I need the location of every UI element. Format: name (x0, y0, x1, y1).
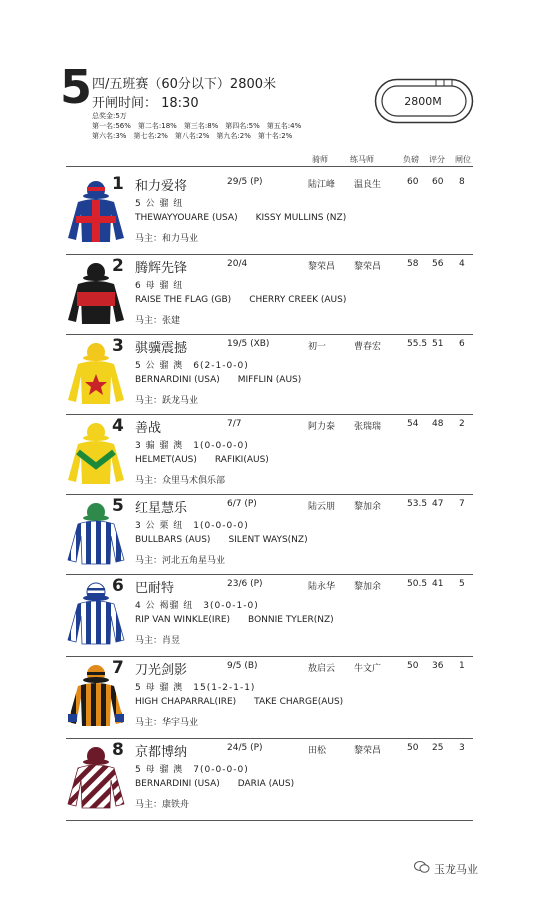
header-trainer: 练马师 (350, 155, 374, 164)
horse-details: 5 母 骝 澳 15(1-2-1-1) (135, 683, 256, 693)
trainer: 黎加余 (354, 582, 382, 592)
dam: BONNIE TYLER(NZ) (248, 615, 334, 625)
jockey: 田松 (308, 746, 327, 756)
sire: HELMET(AUS) (135, 455, 197, 465)
horse-name[interactable]: 骐骥震撼 (135, 341, 188, 356)
saddle-number: 2 (112, 256, 124, 276)
row-divider (66, 254, 473, 255)
odds: 7/7 (227, 419, 242, 429)
pedigree (135, 213, 346, 223)
rating: 47 (432, 499, 444, 509)
rating: 25 (432, 743, 444, 753)
rating: 51 (432, 339, 444, 349)
dam: RAFIKI(AUS) (214, 455, 269, 465)
sire: THEWAYYOUARE (USA) (135, 213, 238, 223)
weight: 50 (407, 743, 419, 753)
pedigree (135, 295, 346, 305)
horse-name[interactable]: 和力爱将 (135, 179, 188, 194)
prize-split-1: 第一名:56% 第二名:18% 第三名:8% 第四名:5% 第五名:4% (92, 122, 302, 130)
owner: 马主：肖昱 (135, 636, 181, 646)
owner: 马主：张建 (135, 316, 181, 326)
runner-5[interactable] (66, 498, 473, 576)
runner-1[interactable] (66, 176, 473, 254)
odds: 24/5 (P) (227, 743, 263, 753)
odds: 6/7 (P) (227, 499, 257, 509)
runner-2[interactable] (66, 258, 473, 336)
owner: 马主：众里马术俱乐部 (135, 476, 226, 486)
weight: 54 (407, 419, 419, 429)
header-divider (66, 166, 473, 167)
saddle-number: 7 (112, 658, 124, 678)
owner: 马主：跃龙马业 (135, 396, 199, 406)
row-divider (66, 738, 473, 739)
saddle-number: 3 (112, 336, 124, 356)
draw: 8 (459, 177, 465, 187)
total-prize: 总奖金:5万 (92, 112, 127, 120)
saddle-number: 1 (112, 174, 124, 194)
race-time: 开闸时间： 18:30 (92, 96, 199, 111)
draw: 4 (459, 259, 465, 269)
draw: 5 (459, 579, 465, 589)
jockey: 阿力泰 (308, 422, 336, 432)
weight: 53.5 (407, 499, 428, 509)
horse-name[interactable]: 红星慧乐 (135, 501, 188, 516)
dam: SILENT WAYS(NZ) (228, 535, 308, 545)
weight: 50.5 (407, 579, 428, 589)
horse-details: 5 公 骝 澳 6(2-1-0-0) (135, 361, 249, 371)
draw: 3 (459, 743, 465, 753)
rating: 36 (432, 661, 444, 671)
runner-3[interactable] (66, 338, 473, 416)
sire: BULLBARS (AUS) (135, 535, 211, 545)
track-distance-label: 2800M (404, 95, 442, 108)
race-number: 5 (60, 60, 93, 114)
odds: 19/5 (XB) (227, 339, 270, 349)
row-divider (66, 334, 473, 335)
runner-4[interactable] (66, 418, 473, 496)
pedigree (135, 779, 294, 789)
trainer: 曹春宏 (354, 342, 382, 352)
horse-name[interactable]: 京都博纳 (135, 745, 188, 760)
horse-details: 3 骟 骝 澳 1(0-0-0-0) (135, 441, 249, 451)
jockey: 陆江峰 (308, 180, 336, 190)
draw: 1 (459, 661, 465, 671)
saddle-number: 8 (112, 740, 124, 760)
jockey: 黎荣昌 (308, 262, 336, 272)
saddle-number: 6 (112, 576, 124, 596)
row-divider (66, 574, 473, 575)
row-divider (66, 656, 473, 657)
trainer: 张瑞瑞 (354, 422, 382, 432)
header-draw: 闸位 (455, 155, 471, 164)
jockey: 陆云朋 (308, 502, 336, 512)
horse-name[interactable]: 善战 (135, 421, 162, 436)
sire: RAISE THE FLAG (GB) (135, 295, 232, 305)
pedigree (135, 455, 269, 465)
dam: CHERRY CREEK (AUS) (249, 295, 347, 305)
owner: 马主：和力马业 (135, 234, 199, 244)
runner-8[interactable] (66, 742, 473, 820)
dam: MIFFLIN (AUS) (237, 375, 302, 385)
horse-name[interactable]: 巴耐特 (135, 581, 175, 596)
dam: TAKE CHARGE(AUS) (254, 697, 344, 707)
horse-details: 6 母 骝 纽 (135, 281, 184, 291)
odds: 9/5 (B) (227, 661, 258, 671)
sire: HIGH CHAPARRAL(IRE) (135, 697, 237, 707)
pedigree (135, 375, 301, 385)
draw: 7 (459, 499, 465, 509)
weight: 58 (407, 259, 419, 269)
pedigree (135, 535, 308, 545)
owner: 马主：康铁舟 (135, 800, 190, 810)
horse-name[interactable]: 刀光剑影 (135, 663, 188, 678)
row-divider (66, 414, 473, 415)
jockey: 初一 (308, 342, 327, 352)
saddle-number: 4 (112, 416, 124, 436)
saddle-number: 5 (112, 496, 124, 516)
owner: 马主：华宇马业 (135, 718, 199, 728)
odds: 23/6 (P) (227, 579, 263, 589)
pedigree (135, 697, 343, 707)
weight: 55.5 (407, 339, 428, 349)
sire: BERNARDINI (USA) (135, 375, 220, 385)
sire: BERNARDINI (USA) (135, 779, 220, 789)
header-rating: 评分 (429, 155, 445, 164)
jockey: 陆永华 (308, 582, 336, 592)
trainer: 牛文广 (354, 664, 382, 674)
watermark: 玉龙马业 (434, 863, 478, 876)
trainer: 黎荣昌 (354, 262, 382, 272)
runner-7[interactable] (66, 660, 473, 738)
runner-6[interactable] (66, 578, 473, 656)
draw: 6 (459, 339, 465, 349)
horse-details: 3 公 栗 纽 1(0-0-0-0) (135, 521, 249, 531)
header-jockey: 骑师 (312, 155, 328, 164)
odds: 20/4 (227, 259, 248, 269)
prize-split-2: 第六名:3% 第七名:2% 第八名:2% 第九名:2% 第十名:2% (92, 132, 293, 140)
horse-details: 5 公 骝 纽 (135, 199, 184, 209)
race-title: 四/五班赛（60分以下）2800米 (92, 77, 277, 92)
pedigree (135, 615, 334, 625)
rating: 48 (432, 419, 444, 429)
rating: 41 (432, 579, 444, 589)
horse-details: 4 公 褐骝 纽 3(0-0-1-0) (135, 601, 259, 611)
weight: 50 (407, 661, 419, 671)
horse-name[interactable]: 腾辉先锋 (135, 261, 188, 276)
weight: 60 (407, 177, 419, 187)
bottom-divider (66, 820, 473, 821)
odds: 29/5 (P) (227, 177, 263, 187)
trainer: 温良生 (354, 180, 382, 190)
draw: 2 (459, 419, 465, 429)
wechat-icon (414, 860, 430, 874)
dam: KISSY MULLINS (NZ) (255, 213, 347, 223)
row-divider (66, 494, 473, 495)
trainer: 黎加余 (354, 502, 382, 512)
jockey: 敖启云 (308, 664, 336, 674)
rating: 60 (432, 177, 444, 187)
sire: RIP VAN WINKLE(IRE) (135, 615, 231, 625)
dam: DARIA (AUS) (237, 779, 295, 789)
trainer: 黎荣昌 (354, 746, 382, 756)
owner: 马主：河北五角星马业 (135, 556, 226, 566)
horse-details: 5 母 骝 澳 7(0-0-0-0) (135, 765, 249, 775)
rating: 56 (432, 259, 444, 269)
header-weight: 负磅 (403, 155, 419, 164)
